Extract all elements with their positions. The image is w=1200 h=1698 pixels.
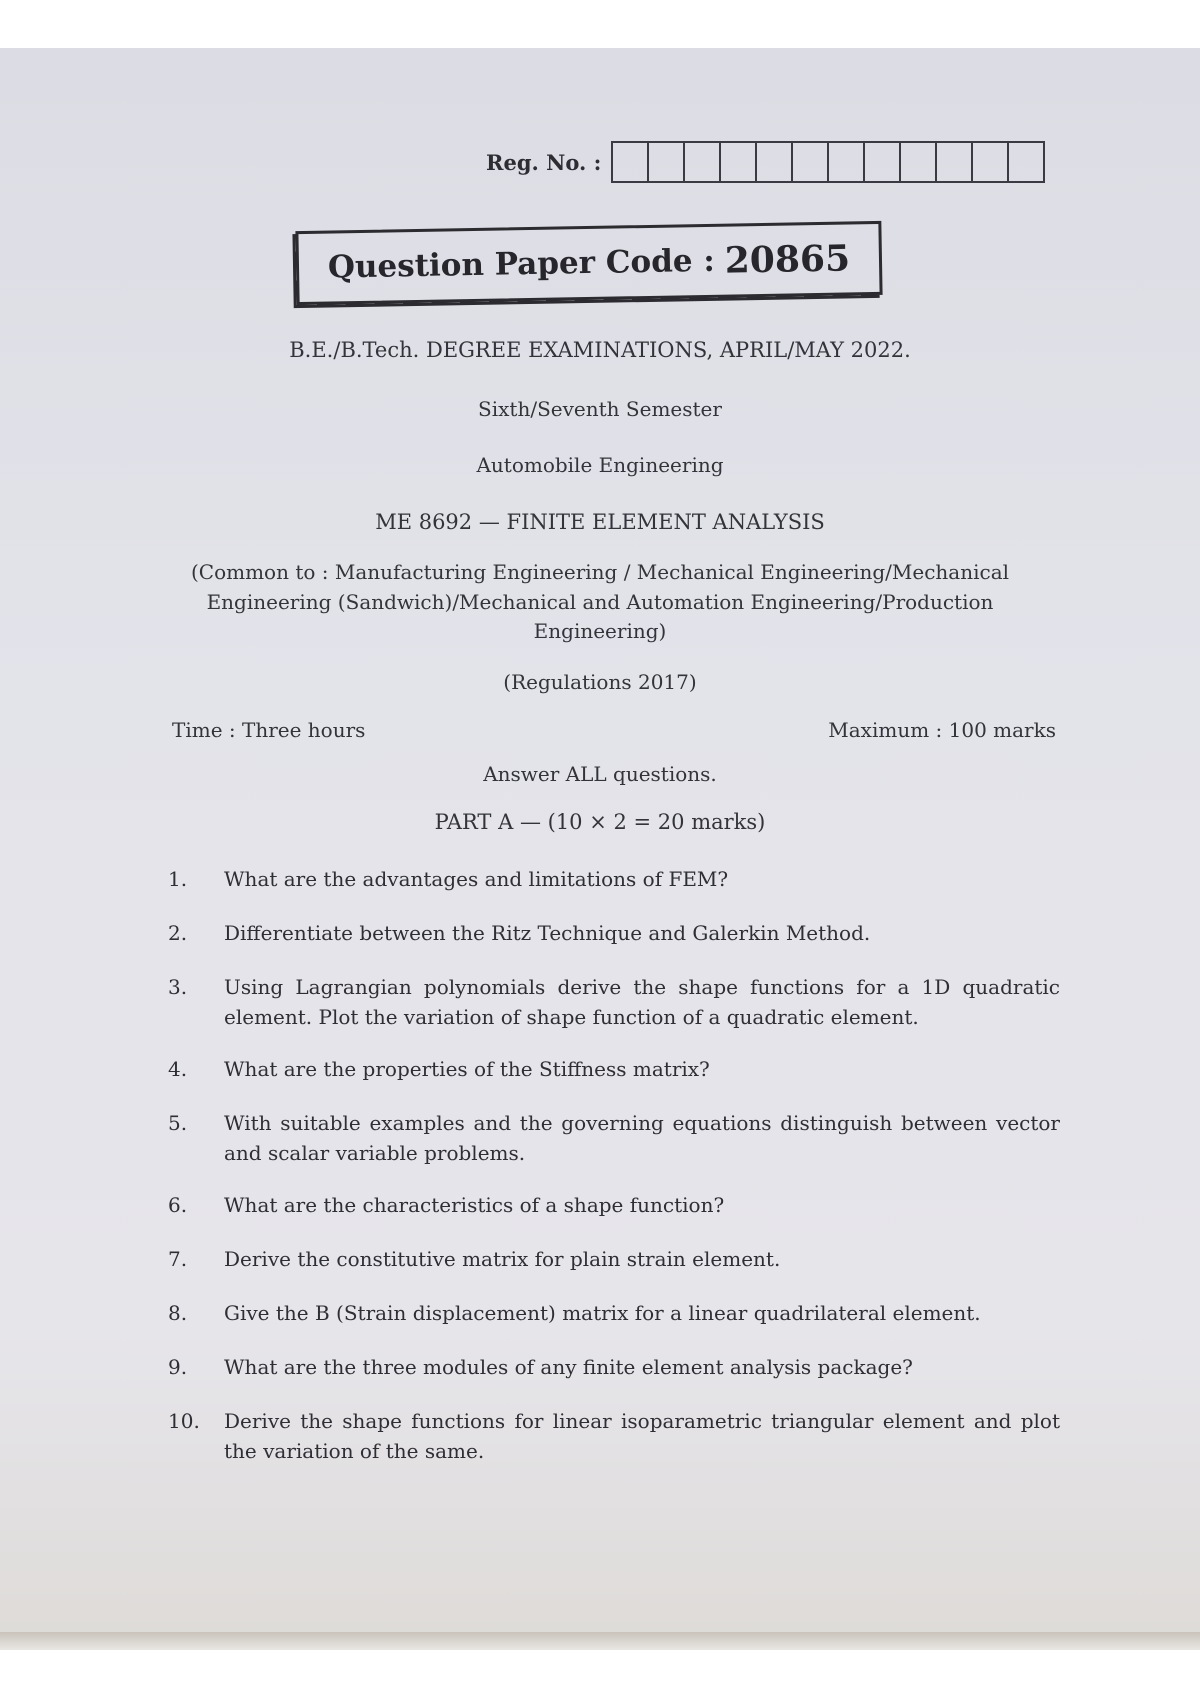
question-item [168, 1298, 1060, 1328]
time-allowed: Time : Three hours [172, 718, 366, 742]
part-a-heading: PART A — (10 × 2 = 20 marks) [434, 810, 766, 834]
reg-no-box [649, 143, 685, 181]
question-text: Derive the shape functions for linear isoparametric triangular element and plot the variation of the same. [224, 1409, 1060, 1463]
common-to-line-3: Engineering) [533, 619, 667, 643]
reg-no-boxes [611, 141, 1045, 183]
time-marks-row [172, 718, 1056, 742]
reg-no-box [865, 143, 901, 181]
page-bottom-edge [0, 1632, 1200, 1650]
reg-no-box [973, 143, 1009, 181]
question-number: 10. [168, 1409, 200, 1433]
common-to-line-1: (Common to : Manufacturing Engineering / Mechanical Engineering/Mechanical [190, 560, 1010, 584]
reg-no-box [793, 143, 829, 181]
maximum-marks: Maximum : 100 marks [828, 718, 1056, 742]
question-text: With suitable examples and the governing equations distinguish between vector and scalar variable problems. [224, 1111, 1060, 1165]
department: Automobile Engineering [476, 453, 724, 477]
question-text: Give the B (Strain displacement) matrix for a linear quadrilateral element. [224, 1301, 981, 1325]
question-list [168, 864, 1060, 1466]
question-number: 4. [168, 1057, 188, 1081]
semester: Sixth/Seventh Semester [478, 397, 722, 421]
question-item [168, 1190, 1060, 1220]
question-text: What are the characteristics of a shape function? [224, 1193, 725, 1217]
question-number: 3. [168, 975, 188, 999]
question-number: 8. [168, 1301, 188, 1325]
question-item [168, 1406, 1060, 1466]
question-number: 2. [168, 921, 188, 945]
reg-no-box [613, 143, 649, 181]
question-item [168, 972, 1060, 1032]
reg-no-box [721, 143, 757, 181]
question-text: Using Lagrangian polynomials derive the shape functions for a 1D quadratic element. Plot the variation of shape function of a quadratic element. [224, 975, 1060, 1029]
question-item [168, 1352, 1060, 1382]
reg-no-box [685, 143, 721, 181]
registration-number [486, 140, 1045, 184]
common-to-line-2: Engineering (Sandwich)/Mechanical and Automation Engineering/Production [206, 590, 994, 614]
reg-no-box [829, 143, 865, 181]
question-text: What are the three modules of any finite element analysis package? [224, 1355, 913, 1379]
question-number: 9. [168, 1355, 188, 1379]
reg-no-box [757, 143, 793, 181]
question-paper-code-box [295, 221, 882, 305]
instruction: Answer ALL questions. [483, 762, 717, 786]
question-item [168, 1108, 1060, 1168]
question-text: Differentiate between the Ritz Technique and Galerkin Method. [224, 921, 871, 945]
question-item [168, 1244, 1060, 1274]
subject-title: ME 8692 — FINITE ELEMENT ANALYSIS [375, 510, 825, 534]
reg-no-box [901, 143, 937, 181]
question-number: 1. [168, 867, 188, 891]
question-number: 6. [168, 1193, 188, 1217]
reg-no-label: Reg. No. : [486, 149, 602, 175]
question-text: What are the advantages and limitations of FEM? [224, 867, 729, 891]
reg-no-box [1009, 143, 1043, 181]
question-number: 5. [168, 1111, 188, 1135]
question-paper-code: 20865 [724, 237, 851, 282]
question-number: 7. [168, 1247, 188, 1271]
regulations: (Regulations 2017) [503, 670, 697, 694]
question-paper-code-label: Question Paper Code : [327, 242, 716, 286]
question-item [168, 864, 1060, 894]
exam-title: B.E./B.Tech. DEGREE EXAMINATIONS, APRIL/MAY 2022. [289, 338, 911, 362]
question-item [168, 918, 1060, 948]
question-text: What are the properties of the Stiffness matrix? [224, 1057, 710, 1081]
reg-no-box [937, 143, 973, 181]
question-text: Derive the constitutive matrix for plain strain element. [224, 1247, 781, 1271]
question-item [168, 1054, 1060, 1084]
